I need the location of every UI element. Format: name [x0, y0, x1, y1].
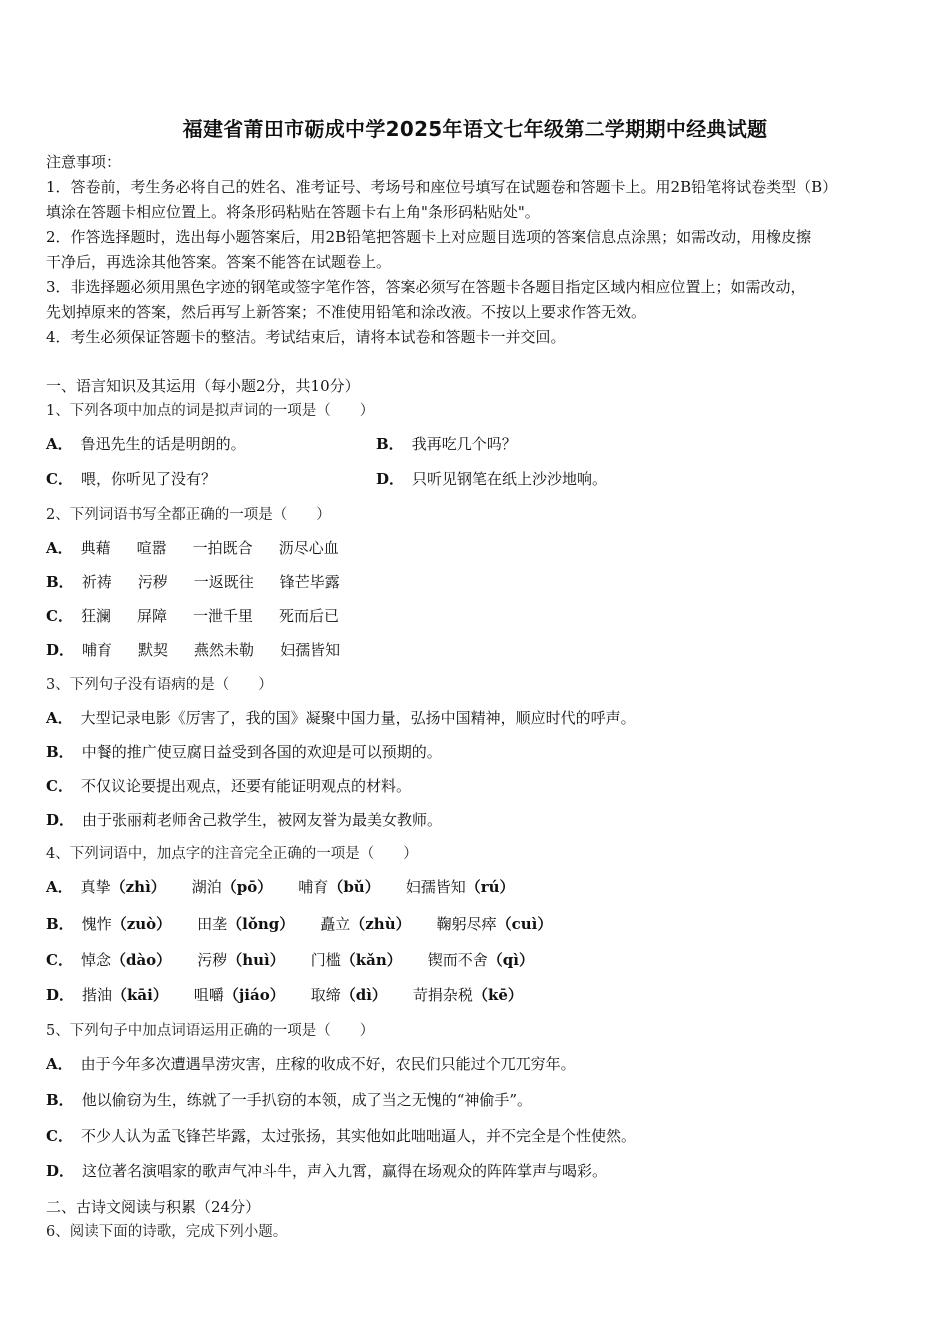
word: 妇孺皆知 — [405, 878, 466, 896]
word-pinyin — [81, 950, 171, 970]
pinyin: （kē） — [472, 986, 523, 1004]
notice-line: 2．作答选择题时，选出每小题答案后，用2B铅笔把答题卡上对应题目选项的答案信息点涂黑；如需改动，用橡皮擦 — [46, 228, 812, 246]
option-letter: B． — [46, 573, 74, 591]
option-d — [46, 1161, 607, 1181]
question-stem: 5、下列句子中加点词语运用正确的一项是（ ） — [46, 1023, 375, 1039]
option-a — [46, 708, 636, 728]
pinyin: （huì） — [227, 951, 285, 969]
option-text: 大型记录电影《厉害了，我的国》凝聚中国力量，弘扬中国精神，顺应时代的呼声。 — [80, 709, 636, 727]
word: 污秽 — [197, 951, 228, 969]
word: 一拍既合 — [192, 539, 253, 557]
option-text: 鲁迅先生的话是明朗的。 — [80, 435, 246, 453]
notice-line: 1．答卷前，考生务必将自己的姓名、准考证号、考场号和座位号填写在试题卷和答题卡上。用2B铅笔将试卷类型（B） — [46, 178, 838, 196]
word: 典藉 — [80, 539, 111, 557]
option-text: 由于今年多次遭遇旱涝灾害，庄稼的收成不好，农民们只能过个兀兀穷年。 — [80, 1055, 576, 1073]
pinyin: （bǔ） — [328, 878, 380, 896]
word-pinyin — [311, 950, 402, 970]
option-letter: B． — [376, 435, 404, 453]
pinyin: （dào） — [110, 951, 172, 969]
word: 妇孺皆知 — [280, 641, 341, 659]
option-letter: A． — [46, 878, 73, 896]
option-letter: B． — [46, 1091, 74, 1109]
word: 燕然未勒 — [194, 641, 255, 659]
word: 狂澜 — [80, 607, 111, 625]
question-stem: 3、下列句子没有语病的是（ ） — [46, 677, 273, 693]
option-letter: C． — [46, 951, 73, 969]
word-pinyin — [192, 877, 273, 897]
option-d — [46, 810, 442, 830]
notice-line: 4．考生必须保证答题卡的整洁。考试结束后，请将本试卷和答题卡一并交回。 — [46, 328, 566, 346]
word-pinyin — [194, 985, 285, 1005]
word: 锲而不舍 — [427, 951, 488, 969]
word: 哺育 — [82, 641, 113, 659]
option-b — [46, 572, 366, 592]
option-d — [46, 985, 549, 1005]
notice-heading: 注意事项： — [46, 153, 122, 171]
word: 污秽 — [137, 573, 168, 591]
pinyin: （zhì） — [110, 878, 166, 896]
word: 锋芒毕露 — [279, 573, 340, 591]
option-letter: D． — [46, 811, 75, 829]
option-b — [376, 434, 517, 454]
pinyin: （kǎn） — [340, 951, 402, 969]
word: 沥尽心血 — [278, 539, 339, 557]
word: 屏障 — [136, 607, 167, 625]
word: 一返既往 — [193, 573, 254, 591]
word: 一泄千里 — [192, 607, 253, 625]
pinyin: （qì） — [487, 951, 534, 969]
word: 揩油 — [82, 986, 113, 1004]
option-text: 只听见钢笔在纸上沙沙地响。 — [412, 470, 608, 488]
word-pinyin — [197, 950, 285, 970]
word: 祈祷 — [81, 573, 112, 591]
word-pinyin — [82, 914, 171, 934]
option-letter: B． — [46, 743, 74, 761]
option-letter: A． — [46, 435, 73, 453]
option-c — [46, 950, 560, 970]
option-b — [46, 914, 578, 934]
option-c — [46, 1126, 636, 1146]
word: 悼念 — [80, 951, 111, 969]
notice-line: 干净后，再选涂其他答案。答案不能答在试题卷上。 — [46, 253, 392, 271]
option-text: 我再吃几个吗？ — [411, 435, 517, 453]
word-pinyin — [81, 877, 166, 897]
question-stem: 6、阅读下面的诗歌，完成下列小题。 — [46, 1224, 288, 1240]
word: 死而后已 — [279, 607, 340, 625]
question-stem: 4、下列词语中，加点字的注音完全正确的一项是（ ） — [46, 846, 418, 862]
word-pinyin — [413, 985, 523, 1005]
option-text: 这位著名演唱家的歌声气冲斗牛，声入九霄，赢得在场观众的阵阵掌声与喝彩。 — [82, 1162, 608, 1180]
option-letter: C． — [46, 470, 73, 488]
word: 取缔 — [310, 986, 341, 1004]
pinyin: （zuò） — [111, 915, 172, 933]
option-letter: D． — [46, 986, 75, 1004]
word-pinyin — [197, 914, 294, 934]
pinyin: （zhù） — [350, 915, 411, 933]
option-d — [46, 640, 366, 660]
word-pinyin — [428, 950, 534, 970]
word-pinyin — [437, 914, 553, 934]
pinyin: （cuì） — [496, 915, 553, 933]
word-pinyin — [82, 985, 168, 1005]
pinyin: （kāi） — [112, 986, 168, 1004]
option-letter: D． — [46, 1162, 75, 1180]
word: 田垄 — [197, 915, 228, 933]
notice-line: 填涂在答题卡相应位置上。将条形码粘贴在答题卡右上角"条形码粘贴处"。 — [46, 203, 540, 221]
word: 湖泊 — [191, 878, 222, 896]
word: 矗立 — [320, 915, 351, 933]
word-pinyin — [320, 914, 410, 934]
option-letter: B． — [46, 915, 74, 933]
word: 苛捐杂税 — [412, 986, 473, 1004]
option-text: 不仅议论要提出观点，还要有能证明观点的材料。 — [80, 777, 411, 795]
option-letter: C． — [46, 607, 73, 625]
option-letter: A． — [46, 539, 73, 557]
option-text: 由于张丽莉老师舍己救学生，被网友誉为最美女教师。 — [82, 811, 443, 829]
word: 鞠躬尽瘁 — [436, 915, 497, 933]
pinyin: （dì） — [340, 986, 387, 1004]
option-b — [46, 742, 442, 762]
option-letter: D． — [376, 470, 405, 488]
section-heading: 一、语言知识及其运用（每小题2分，共10分） — [46, 377, 360, 395]
option-text: 中餐的推广使豆腐日益受到各国的欢迎是可以预期的。 — [81, 743, 442, 761]
option-b — [46, 1090, 532, 1110]
word-pinyin — [406, 877, 515, 897]
word-pinyin — [298, 877, 379, 897]
section-heading: 二、古诗文阅读与积累（24分） — [46, 1198, 261, 1216]
option-letter: C． — [46, 777, 73, 795]
option-letter: A． — [46, 1055, 73, 1073]
word: 门槛 — [310, 951, 341, 969]
option-letter: A． — [46, 709, 73, 727]
notice-line: 先划掉原来的答案，然后再写上新答案；不准使用铅笔和涂改液。不按以上要求作答无效。 — [46, 303, 647, 321]
word: 咀嚼 — [193, 986, 224, 1004]
option-c — [46, 776, 411, 796]
option-c — [46, 606, 365, 626]
pinyin: （jiáo） — [223, 986, 285, 1004]
pinyin: （pō） — [221, 878, 273, 896]
word: 哺育 — [298, 878, 329, 896]
option-a — [46, 434, 246, 454]
notice-line: 3．非选择题必须用黑色字迹的钢笔或签字笔作答，答案必须写在答题卡各题目指定区域内相应位置上；如需改动， — [46, 278, 806, 296]
option-letter: D． — [46, 641, 75, 659]
option-text: 他以偷窃为生，练就了一手扒窃的本领，成了当之无愧的“神偷手”。 — [81, 1091, 533, 1109]
pinyin: （rú） — [465, 878, 515, 896]
option-d — [376, 469, 607, 489]
option-text: 喂，你听见了没有？ — [80, 470, 216, 488]
question-stem: 1、下列各项中加点的词是拟声词的一项是（ ） — [46, 403, 375, 419]
word-pinyin — [311, 985, 387, 1005]
word: 真挚 — [80, 878, 111, 896]
option-text: 不少人认为孟飞锋芒毕露，太过张扬，其实他如此咄咄逼人，并不完全是个性使然。 — [80, 1127, 636, 1145]
option-a — [46, 538, 365, 558]
word: 默契 — [138, 641, 169, 659]
word: 喧嚣 — [136, 539, 167, 557]
option-letter: C． — [46, 1127, 73, 1145]
option-a — [46, 1054, 576, 1074]
exam-title: 福建省莆田市砺成中学2025年语文七年级第二学期期中经典试题 — [182, 117, 768, 141]
option-c — [46, 469, 216, 489]
question-stem: 2、下列词语书写全都正确的一项是（ ） — [46, 507, 331, 523]
word: 愧怍 — [81, 915, 112, 933]
option-a — [46, 877, 541, 897]
pinyin: （lǒng） — [227, 915, 295, 933]
